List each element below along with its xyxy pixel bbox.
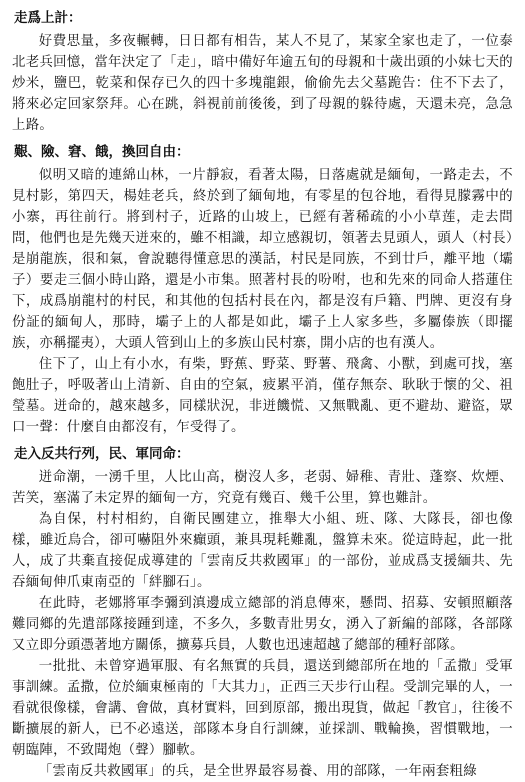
paragraph: 似明又暗的連綿山林，一片靜寂，看著太陽，日落處就是緬甸，一路走去，不見村影，第四天，楊娃老兵，終於到了緬甸地，有零星的包谷地，看得見朦霧中的小寨，再往前行。將到村子，近路的山坡上，已經有著稀疏的小小草莲，走去問問，他們也是先幾天迸來的，雖不相識，却立感親切，領著去見頭人，頭人（村長）是崩龍族，很和氣，會說聽得懂意思的漢話，村民是同族，不到廿戶，離平地（壩子）要走三個小時山路，還是小市集。照著村長的吩咐，也和先來的同命人搭蓮住下，成爲崩龍村的村民，和其他的包括村長在內，都是沒有戶籍、門牌、更沒有身份証的緬甸人，那時，壩子上的人都是如此，壩子上人家多些，多屬傣族（即擺族，亦稱擺夷），大頭人管到山上的多族山民村寨，開小店的也有漢人。: [12, 168, 513, 351]
section-hardship-freedom: [12, 142, 513, 438]
paragraph: 住下了，山上有小水，有柴，野蕉、野菜、野薯、飛禽、小獸，到處可找，塞飽肚子，呼吸著山上清新、自由的空氣，疲累平消，僅存無奈、耿耿于懷的父、祖瑩墓。迸命的，越來越多，同樣狀況，非迸饑慌、又無戰亂、更不避劫、避盜，眾口一聲：什麼自由都沒有，乍受得了。: [12, 357, 513, 435]
section-heading: 艱、險、窘、餓，換回自由：: [14, 144, 190, 160]
section-anti-communist: [12, 444, 513, 782]
paragraph: 在此時，老娜將軍李彌到滇邊成立總部的消息傳來，懸問、招募、安頓照顧落難同鄉的先遣部隊接踵到達，不多久，多數青壯男女，湧入了新編的部隊，各部隊又立即分頭憑著地方關係，擴募兵員，人數也迅速超越了總部的種籽部隊。: [12, 596, 513, 653]
paragraph: 一批批、未曾穿過軍服、有名無實的兵員，還送到總部所在地的「孟撒」受軍事訓練。孟撒，位於緬東極南的「大其力」，正西三天步行山程。受訓完畢的人，一看就很像樣，會講、會做，真材實料，回到原部，搬出現貨，做起「教官」，往後不斷擴展的新人，已不必遠送，部隊本身自行訓練，並採訓、戰輪換，習慣戰地，一朝臨陣，不致聞炮（聲）腳軟。: [12, 659, 513, 758]
section-heading: 走入反共行列，民、軍同命：: [14, 446, 190, 462]
paragraph: 好費思量，多夜輾轉，日日都有相告，某人不見了，某家全家也走了，一位泰北老兵回憶，當年決定了「走」，暗中備好年逾五旬的母親和十歲出頭的小妹七天的炒米，鹽巴，乾菜和保存已久的四十多塊龍銀，偷偷先去父墓跪告：住不下去了，將來必定回家祭拜。心在跳，斜視前前後後，到了母親的躲待處，天還未亮，急急上路。: [12, 34, 513, 133]
paragraph: 迸命潮，一湧千里，人比山高，樹沒人多，老弱、婦稚、青壯、蓬察、炊煙、苦笑，塞滿了未定界的緬甸一方，究竟有幾百、幾千公里，算也難計。: [12, 470, 513, 506]
paragraph: 為自保，村村相約，自衛民團建立，推舉大小組、班、隊、大隊長，卻也像樣，雖近烏合，卻可嚇阻外來癲頭，兼具現耗難亂，盤算未來。從這時起，此一批人，成了共棄直接促成導建的「雲南反共救國軍」的一部份，並成爲支援緬共、先吞緬甸伸爪東南亞的「絆腳石」。: [12, 512, 513, 590]
section-heading: 走爲上計：: [14, 10, 82, 26]
paragraph: 「雲南反共救國軍」的兵，是全世界最容易養、用的部隊，一年兩套粗綠: [38, 764, 477, 779]
section-walk-away: [12, 8, 513, 136]
